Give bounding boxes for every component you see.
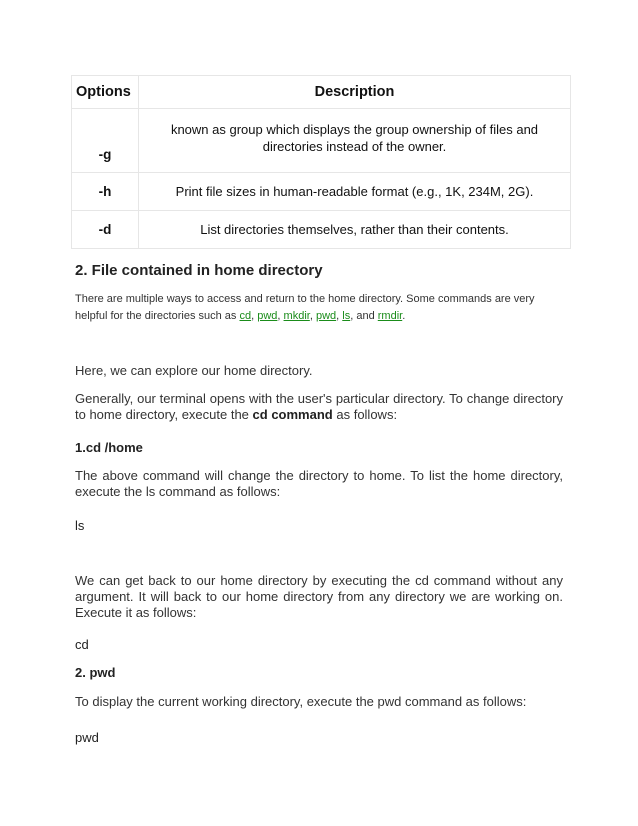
- table-row: [72, 211, 571, 249]
- link-rmdir[interactable]: rmdir: [377, 310, 403, 322]
- command-pwd: pwd: [75, 730, 99, 745]
- separator: ,: [336, 310, 343, 322]
- option-cell: -g: [72, 109, 139, 173]
- separator: ,: [309, 310, 316, 322]
- description-cell: [139, 109, 571, 173]
- paragraph: The above command will change the directory to home. To list the home directory, execute the ls command as follows:: [75, 468, 563, 499]
- bold-term: cd command: [252, 407, 333, 422]
- link-cd[interactable]: cd: [239, 310, 252, 322]
- table-row: [72, 173, 571, 211]
- table-row: [72, 109, 571, 173]
- description-cell: Print file sizes in human-readable format (e.g., 1K, 234M, 2G).: [139, 173, 571, 211]
- option-cell: -d: [72, 211, 139, 249]
- intro-text: There are multiple ways to access and return to the home directory. Some commands are very helpful for the directories such as: [75, 293, 535, 322]
- command-cd: cd: [75, 637, 89, 652]
- and-word: and: [356, 310, 375, 322]
- period: .: [402, 310, 406, 322]
- section-heading: 2. File contained in home directory: [75, 262, 323, 279]
- header-description: Description: [139, 76, 571, 109]
- separator: ,: [277, 310, 284, 322]
- command-label: 1.cd /home: [75, 440, 143, 455]
- paragraph: We can get back to our home directory by executing the cd command without any argument. It will back to our home directory from any directory we are working on. Execute it as follows:: [75, 573, 563, 620]
- paragraph: [75, 391, 563, 423]
- paragraph-text: as follows:: [336, 407, 398, 422]
- paragraph: Here, we can explore our home directory.: [75, 363, 313, 378]
- paragraph: To display the current working directory, execute the pwd command as follows:: [75, 694, 527, 709]
- options-table: [71, 75, 571, 249]
- separator: ,: [350, 310, 357, 322]
- description-line: known as group which displays the group ownership of files and: [170, 122, 539, 137]
- link-mkdir[interactable]: mkdir: [283, 310, 310, 322]
- option-cell: -h: [72, 173, 139, 211]
- command-label: 2. pwd: [75, 665, 116, 680]
- link-pwd[interactable]: pwd: [257, 310, 278, 322]
- link-pwd-2[interactable]: pwd: [315, 310, 337, 322]
- paragraph-text: Generally, our terminal opens with the user's particular directory. To change directory to home directory, execute the: [75, 391, 563, 422]
- section-intro: [75, 291, 565, 325]
- command-ls: ls: [75, 518, 85, 533]
- header-options: Options: [72, 76, 139, 109]
- description-cell: List directories themselves, rather than their contents.: [139, 211, 571, 249]
- table-header-row: [72, 76, 571, 109]
- description-line: directories instead of the owner.: [262, 139, 447, 154]
- link-ls[interactable]: ls: [342, 310, 351, 322]
- separator: ,: [251, 310, 258, 322]
